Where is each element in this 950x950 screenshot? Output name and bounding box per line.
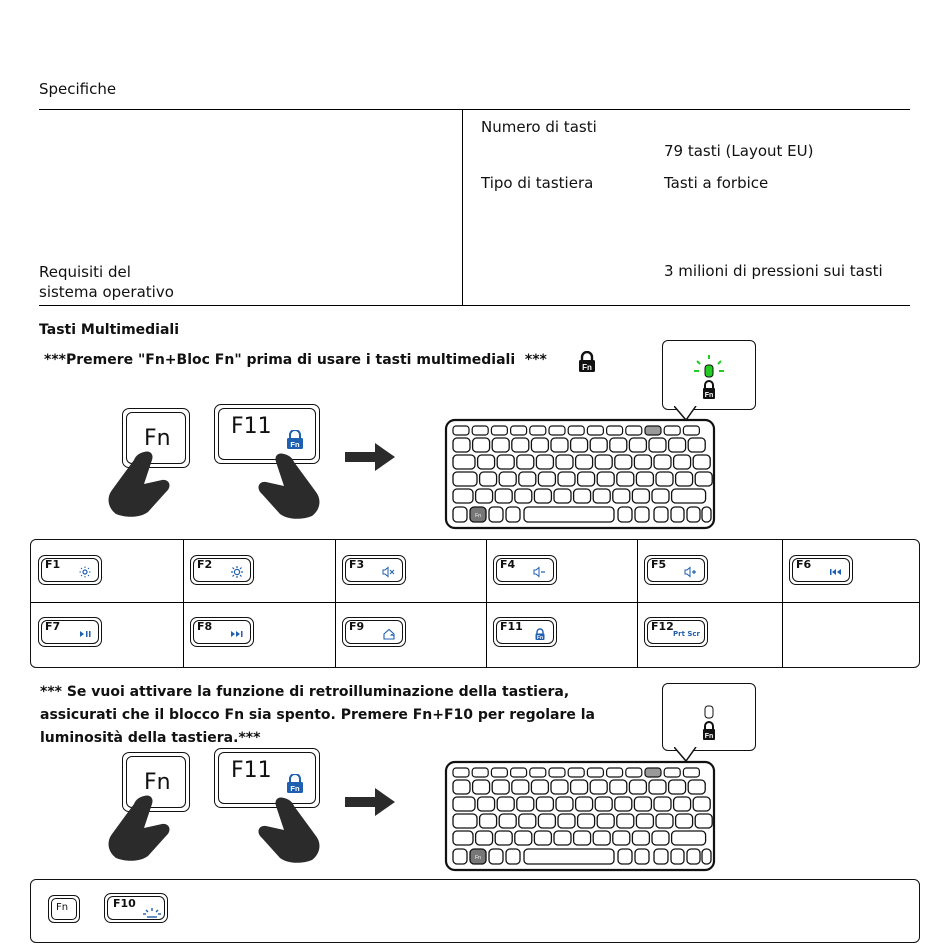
f4-key bbox=[493, 555, 555, 583]
backlight-note-line: *** Se vuoi attivare la funzione di retroilluminazione della tastiera, bbox=[40, 684, 570, 700]
fn-lock-icon bbox=[286, 430, 304, 450]
keyboard-key bbox=[453, 426, 469, 435]
fkey-cell bbox=[485, 601, 635, 663]
keyboard-key bbox=[652, 489, 669, 503]
f11-key-label: F11 bbox=[231, 758, 272, 783]
arrow-right-icon bbox=[345, 443, 395, 471]
keyboard-key bbox=[607, 426, 623, 435]
keyboard-key bbox=[530, 768, 546, 777]
fkey-cell bbox=[636, 539, 786, 601]
keyboard-key bbox=[671, 507, 684, 522]
keyboard-key bbox=[568, 768, 584, 777]
spec-label-keys: Numero di tasti bbox=[481, 118, 597, 136]
f10-key bbox=[104, 893, 168, 923]
keyboard-key bbox=[472, 426, 488, 435]
f1-key-label: F1 bbox=[45, 558, 61, 571]
keyboard-key bbox=[688, 780, 705, 794]
keyboard-key bbox=[576, 455, 593, 469]
keyboard-key bbox=[489, 849, 503, 864]
keyboard-key bbox=[626, 426, 642, 435]
keyboard-key bbox=[654, 455, 671, 469]
keyboard-key bbox=[617, 814, 634, 828]
keyboard-key bbox=[453, 489, 473, 503]
keyboard-key bbox=[473, 438, 490, 452]
keyboard-key bbox=[695, 814, 712, 828]
f5-key-label: F5 bbox=[651, 558, 667, 571]
f1-key bbox=[38, 555, 100, 583]
keyboard-key bbox=[676, 472, 693, 486]
keyboard-key bbox=[618, 507, 632, 522]
keyboard-key bbox=[615, 797, 632, 811]
keyboard-key bbox=[480, 472, 497, 486]
keyboard-key bbox=[593, 831, 610, 845]
specs-top-rule bbox=[39, 109, 910, 110]
keyboard-key bbox=[613, 831, 630, 845]
keyboard-key bbox=[652, 831, 669, 845]
keyboard-key bbox=[478, 797, 495, 811]
keyboard-key bbox=[492, 438, 509, 452]
keyboard-key bbox=[656, 814, 673, 828]
f12-key-label: F12 bbox=[651, 620, 674, 633]
keyboard-key bbox=[649, 438, 666, 452]
keyboard-key bbox=[597, 814, 614, 828]
keyboard-key bbox=[683, 426, 699, 435]
keyboard-key bbox=[536, 797, 553, 811]
keyboard-key bbox=[649, 780, 666, 794]
keyboard-key bbox=[453, 849, 467, 864]
keyboard-key bbox=[524, 849, 614, 864]
keyboard-key bbox=[495, 831, 512, 845]
svg-text:Fn: Fn bbox=[536, 635, 544, 641]
keyboard-key bbox=[593, 489, 610, 503]
keyboard-key bbox=[473, 780, 490, 794]
fkey-cell bbox=[30, 601, 180, 663]
keyboard-key bbox=[517, 455, 534, 469]
keyboard-key bbox=[578, 814, 595, 828]
fkey-cell bbox=[636, 601, 786, 663]
spec-label-type: Tipo di tastiera bbox=[481, 174, 594, 192]
keyboard-key bbox=[576, 797, 593, 811]
keyboard-key bbox=[635, 507, 649, 522]
f6-key-label: F6 bbox=[796, 558, 812, 571]
keyboard-key bbox=[556, 455, 573, 469]
keyboard-key bbox=[492, 780, 509, 794]
keyboard-key bbox=[702, 507, 711, 522]
keyboard-key bbox=[497, 455, 514, 469]
keyboard-key bbox=[590, 438, 607, 452]
keyboard-key bbox=[610, 438, 627, 452]
keyboard-key bbox=[664, 768, 680, 777]
keyboard-key bbox=[587, 768, 603, 777]
specs-bottom-rule bbox=[39, 305, 910, 306]
keyboard-key bbox=[674, 455, 691, 469]
mute-icon bbox=[382, 566, 396, 579]
keyboard-key bbox=[687, 849, 700, 864]
f8-key-label: F8 bbox=[197, 620, 213, 633]
led-on-icon bbox=[693, 355, 725, 403]
f7-key-label: F7 bbox=[45, 620, 61, 633]
keyboard-key bbox=[669, 438, 686, 452]
fkey-cell bbox=[182, 601, 332, 663]
keyboard-key bbox=[629, 780, 646, 794]
svg-text:Fn: Fn bbox=[290, 784, 300, 793]
specs-title: Specifiche bbox=[39, 80, 117, 98]
fkey-cell bbox=[182, 539, 332, 601]
keyboard-key bbox=[568, 426, 584, 435]
f7-key bbox=[38, 617, 100, 645]
spec-value-os: 3 milioni di pressioni sui tasti bbox=[664, 262, 883, 280]
keyboard-key bbox=[549, 768, 565, 777]
keyboard-key bbox=[534, 489, 551, 503]
fn-lock-icon bbox=[286, 774, 304, 794]
f6-key bbox=[789, 555, 851, 583]
keyboard-key bbox=[480, 814, 497, 828]
f9-key-label: F9 bbox=[349, 620, 365, 633]
keyboard-key bbox=[574, 831, 591, 845]
svg-text:Fn: Fn bbox=[704, 733, 714, 740]
keyboard-key bbox=[595, 797, 612, 811]
multimedia-heading: Tasti Multimediali bbox=[39, 322, 180, 338]
keyboard-key bbox=[654, 797, 671, 811]
keyboard-key bbox=[551, 438, 568, 452]
keyboard-key bbox=[495, 489, 512, 503]
keyboard-key bbox=[636, 472, 653, 486]
volume-down-icon bbox=[533, 566, 547, 579]
fkey-cell bbox=[334, 601, 484, 663]
fn-small-key bbox=[48, 895, 80, 923]
led-off-icon bbox=[701, 704, 717, 744]
keyboard-key bbox=[669, 780, 686, 794]
keyboard-key bbox=[524, 507, 614, 522]
f11-key-label: F11 bbox=[231, 414, 272, 439]
keyboard-key bbox=[634, 455, 651, 469]
brightness-up-icon bbox=[230, 566, 244, 579]
keyboard-key bbox=[629, 438, 646, 452]
keyboard-key bbox=[683, 768, 699, 777]
specs-divider bbox=[462, 109, 463, 306]
f4-key-label: F4 bbox=[500, 558, 516, 571]
keyboard-key bbox=[632, 489, 649, 503]
keyboard-key bbox=[453, 455, 475, 469]
keyboard-key bbox=[476, 489, 493, 503]
keyboard-key bbox=[453, 768, 469, 777]
keyboard-key bbox=[693, 797, 710, 811]
keyboard-illustration bbox=[444, 418, 716, 530]
keyboard-key bbox=[590, 780, 607, 794]
keyboard-key bbox=[556, 797, 573, 811]
keyboard-key bbox=[636, 814, 653, 828]
spec-label-os: Requisiti del sistema operativo bbox=[39, 263, 174, 301]
keyboard-key bbox=[476, 831, 493, 845]
keyboard-key bbox=[654, 849, 668, 864]
keyboard-key bbox=[615, 455, 632, 469]
keyboard-key bbox=[506, 849, 520, 864]
keyboard-key bbox=[531, 780, 548, 794]
backlight-note-line: assicurati che il blocco Fn sia spento. Premere Fn+F10 per regolare la bbox=[40, 707, 596, 723]
keyboard-key bbox=[453, 780, 470, 794]
keyboard-key bbox=[453, 831, 473, 845]
arrow-right-icon bbox=[345, 788, 395, 816]
keyboard-key bbox=[693, 455, 710, 469]
keyboard-key bbox=[702, 849, 711, 864]
keyboard-key bbox=[453, 814, 477, 828]
f11-key-label: F11 bbox=[500, 620, 523, 633]
keyboard-fn-text: Fn bbox=[475, 855, 481, 861]
keyboard-key bbox=[511, 768, 527, 777]
f3-key-label: F3 bbox=[349, 558, 365, 571]
f2-key-label: F2 bbox=[197, 558, 213, 571]
play-pause-icon bbox=[78, 628, 92, 641]
keyboard-key bbox=[499, 814, 516, 828]
keyboard-key bbox=[571, 438, 588, 452]
keyboard-key bbox=[530, 426, 546, 435]
led-indicator-popup bbox=[662, 683, 756, 751]
keyboard-key bbox=[472, 768, 488, 777]
keyboard-illustration bbox=[444, 760, 716, 872]
keyboard-key bbox=[674, 797, 691, 811]
f10-key-label: F10 bbox=[113, 897, 136, 910]
brightness-down-icon bbox=[78, 566, 92, 579]
fn-lock-icon bbox=[533, 628, 547, 641]
keyboard-key bbox=[538, 472, 555, 486]
keyboard-key bbox=[515, 489, 532, 503]
keyboard-key bbox=[512, 438, 529, 452]
keyboard-key bbox=[549, 426, 565, 435]
keyboard-key bbox=[491, 768, 507, 777]
keyboard-key bbox=[478, 455, 495, 469]
keyboard-key bbox=[453, 472, 477, 486]
backlight-note bbox=[40, 681, 595, 750]
f11-key bbox=[493, 617, 555, 645]
keyboard-key bbox=[531, 438, 548, 452]
keyboard-key bbox=[688, 438, 705, 452]
pressing-hand-icon bbox=[104, 794, 174, 862]
led-indicator-popup bbox=[662, 340, 756, 410]
fkey-cell bbox=[485, 539, 635, 601]
fn-key-label: Fn bbox=[144, 426, 171, 451]
keyboard-key bbox=[554, 489, 571, 503]
keyboard-key bbox=[635, 849, 649, 864]
keyboard-key bbox=[489, 507, 503, 522]
f3-key bbox=[342, 555, 404, 583]
spec-value-keys: 79 tasti (Layout EU) bbox=[664, 142, 814, 160]
keyboard-key bbox=[587, 426, 603, 435]
next-track-icon bbox=[230, 628, 244, 641]
keyboard-key bbox=[515, 831, 532, 845]
fkey-cell bbox=[334, 539, 484, 601]
keyboard-key bbox=[607, 768, 623, 777]
fn-key-label: Fn bbox=[144, 770, 171, 795]
keyboard-key bbox=[536, 455, 553, 469]
fkey-cell bbox=[781, 539, 931, 601]
keyboard-key bbox=[645, 768, 661, 777]
keyboard-key bbox=[558, 472, 575, 486]
keyboard-key bbox=[618, 849, 632, 864]
keyboard-key bbox=[672, 489, 706, 503]
pressing-hand-icon bbox=[254, 796, 324, 864]
fkey-cell bbox=[30, 539, 180, 601]
previous-track-icon bbox=[829, 566, 843, 579]
keyboard-key bbox=[664, 426, 680, 435]
keyboard-key bbox=[554, 831, 571, 845]
fn-lock-icon bbox=[577, 351, 597, 373]
volume-up-icon bbox=[684, 566, 698, 579]
keyboard-key bbox=[551, 780, 568, 794]
keyboard-key bbox=[634, 797, 651, 811]
keyboard-key bbox=[610, 780, 627, 794]
keyboard-fn-text: Fn bbox=[475, 513, 481, 519]
spec-value-type: Tasti a forbice bbox=[664, 174, 769, 192]
backlight-note-line: luminosità della tastiera.*** bbox=[40, 730, 261, 746]
keyboard-key bbox=[671, 849, 684, 864]
keyboard-key bbox=[512, 780, 529, 794]
keyboard-key bbox=[497, 797, 514, 811]
multimedia-note: ***Premere "Fn+Bloc Fn" prima di usare i tasti multimediali *** bbox=[44, 352, 547, 368]
keyboard-key bbox=[687, 507, 700, 522]
keyboard-backlight-icon bbox=[143, 908, 161, 918]
keyboard-key bbox=[656, 472, 673, 486]
keyboard-key bbox=[517, 797, 534, 811]
f9-key bbox=[342, 617, 404, 645]
keyboard-key bbox=[453, 507, 467, 522]
keyboard-key bbox=[595, 455, 612, 469]
pressing-hand-icon bbox=[104, 450, 174, 518]
keyboard-key bbox=[519, 472, 536, 486]
keyboard-key bbox=[571, 780, 588, 794]
keyboard-key bbox=[453, 438, 470, 452]
keyboard-key bbox=[617, 472, 634, 486]
pressing-hand-icon bbox=[254, 452, 324, 520]
keyboard-key bbox=[597, 472, 614, 486]
home-icon bbox=[382, 628, 396, 641]
keyboard-key bbox=[695, 472, 712, 486]
svg-text:Fn: Fn bbox=[704, 392, 714, 399]
keyboard-key bbox=[506, 507, 520, 522]
keyboard-key bbox=[538, 814, 555, 828]
prt-scr-label: Prt Scr bbox=[673, 630, 701, 638]
keyboard-key bbox=[613, 489, 630, 503]
keyboard-key bbox=[453, 797, 475, 811]
keyboard-key bbox=[654, 507, 668, 522]
keyboard-key bbox=[645, 426, 661, 435]
f12-key bbox=[644, 617, 706, 645]
keyboard-key bbox=[626, 768, 642, 777]
svg-text:Fn: Fn bbox=[582, 363, 592, 372]
keyboard-key bbox=[672, 831, 706, 845]
keyboard-key bbox=[499, 472, 516, 486]
keyboard-key bbox=[632, 831, 649, 845]
keyboard-key bbox=[558, 814, 575, 828]
f2-key bbox=[190, 555, 252, 583]
keyboard-key bbox=[511, 426, 527, 435]
svg-text:Fn: Fn bbox=[290, 440, 300, 449]
fn-small-key-label: Fn bbox=[56, 902, 69, 913]
keyboard-key bbox=[534, 831, 551, 845]
keyboard-key bbox=[519, 814, 536, 828]
keyboard-key bbox=[676, 814, 693, 828]
keyboard-key bbox=[491, 426, 507, 435]
keyboard-key bbox=[578, 472, 595, 486]
f5-key bbox=[644, 555, 706, 583]
keyboard-key bbox=[574, 489, 591, 503]
f8-key bbox=[190, 617, 252, 645]
